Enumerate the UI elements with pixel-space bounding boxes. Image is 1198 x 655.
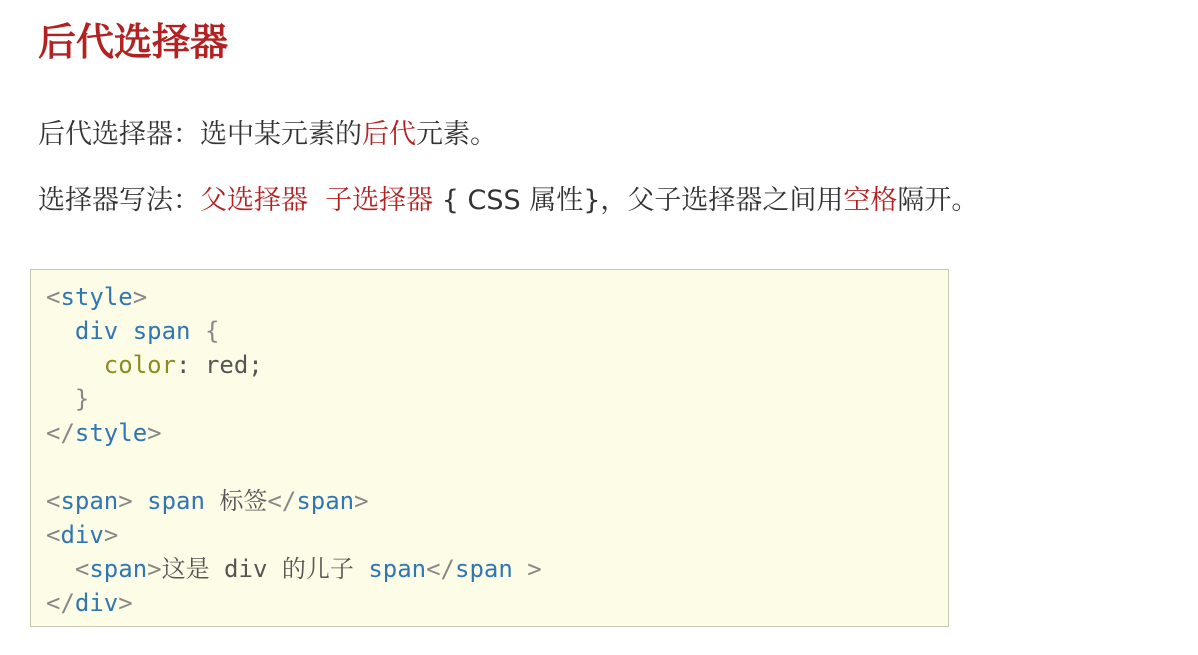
- code-line: [46, 348, 263, 382]
- code-token: span: [455, 555, 513, 583]
- code-line: [46, 518, 118, 552]
- code-token: </: [426, 555, 456, 583]
- syntax-suffix: 隔开。: [897, 185, 979, 216]
- definition-prefix: 后代选择器：选中某元素的: [38, 119, 362, 150]
- code-line: [46, 280, 147, 314]
- code-token: : red;: [176, 351, 263, 379]
- code-line: [46, 586, 133, 620]
- code-line: [46, 314, 219, 348]
- code-token: div: [60, 521, 104, 549]
- definition-highlight: 后代: [362, 119, 416, 150]
- code-token: <: [46, 521, 61, 549]
- code-token: }: [74, 385, 90, 413]
- code-token: <: [46, 487, 61, 515]
- code-token: color: [103, 351, 177, 379]
- page-title: 后代选择器: [38, 20, 229, 64]
- code-token: style: [74, 419, 148, 447]
- code-token: <: [46, 283, 61, 311]
- code-token: >: [147, 419, 162, 447]
- code-line: [46, 416, 162, 450]
- code-token: 这是 div 的儿子: [161, 555, 369, 583]
- code-token: <: [74, 555, 90, 583]
- code-token: style: [60, 283, 133, 311]
- code-token: >: [118, 589, 133, 617]
- definition-suffix: 元素。: [416, 119, 497, 150]
- code-token: >: [147, 555, 162, 583]
- code-token: </: [46, 419, 75, 447]
- code-token: </: [46, 589, 75, 617]
- code-token: >: [103, 521, 119, 549]
- code-token: span: [296, 487, 355, 515]
- code-token: 标签: [204, 487, 268, 515]
- code-line: [46, 484, 369, 518]
- code-token: {: [190, 317, 220, 345]
- code-example: [30, 269, 949, 627]
- code-token: >: [132, 283, 148, 311]
- parent-selector-label: 父选择器: [200, 185, 308, 216]
- code-line: [46, 382, 89, 416]
- code-token: span: [89, 555, 148, 583]
- code-token: span: [147, 487, 205, 515]
- code-token: >: [354, 487, 369, 515]
- code-token: span: [368, 555, 427, 583]
- code-token: div span: [74, 317, 191, 345]
- code-token: div: [74, 589, 119, 617]
- definition-text: [38, 116, 497, 154]
- code-line: [46, 552, 542, 586]
- syntax-middle: { CSS 属性}，父子选择器之间用: [433, 185, 844, 216]
- code-token: >: [512, 555, 542, 583]
- child-selector-label: 子选择器: [325, 185, 434, 216]
- syntax-text: [38, 182, 978, 220]
- code-token: </: [267, 487, 297, 515]
- syntax-prefix: 选择器写法：: [38, 185, 200, 216]
- code-token: span: [60, 487, 119, 515]
- syntax-highlight: 空格: [843, 185, 898, 216]
- code-token: >: [118, 487, 148, 515]
